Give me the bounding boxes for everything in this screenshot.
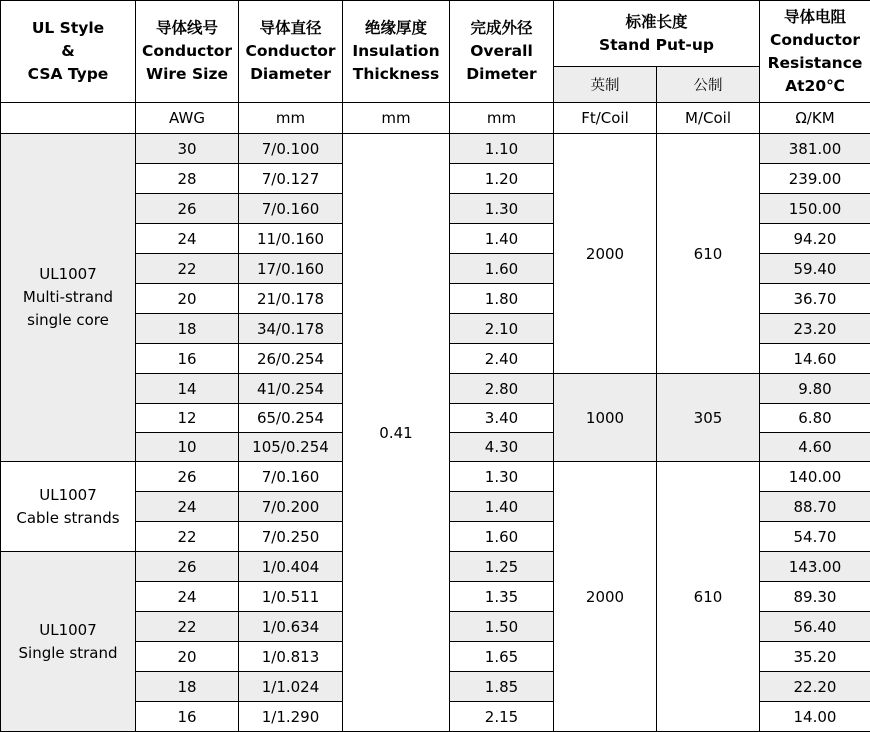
resistance-cell: 9.80: [760, 374, 870, 404]
putup-ft-cell: 2000: [554, 134, 657, 374]
overall-diameter-cell: 1.20: [450, 164, 554, 194]
unit-awg: AWG: [136, 103, 239, 134]
diameter-cell: 1/0.634: [239, 612, 343, 642]
awg-cell: 16: [136, 702, 239, 732]
resistance-cell: 6.80: [760, 404, 870, 433]
awg-cell: 22: [136, 254, 239, 284]
awg-cell: 22: [136, 522, 239, 552]
group-label: UL1007 Cable strands: [1, 462, 136, 552]
header-stand-put-up: 标准长度 Stand Put-up: [554, 1, 760, 67]
resistance-cell: 381.00: [760, 134, 870, 164]
overall-diameter-cell: 1.85: [450, 672, 554, 702]
awg-cell: 28: [136, 164, 239, 194]
group-label: UL1007 Multi-strand single core: [1, 134, 136, 462]
putup-ft-cell: 2000: [554, 462, 657, 732]
diameter-cell: 1/0.511: [239, 582, 343, 612]
unit-row-spacer: [1, 103, 136, 134]
resistance-cell: 59.40: [760, 254, 870, 284]
awg-cell: 24: [136, 492, 239, 522]
diameter-cell: 7/0.250: [239, 522, 343, 552]
overall-diameter-cell: 1.60: [450, 522, 554, 552]
resistance-cell: 35.20: [760, 642, 870, 672]
diameter-cell: 17/0.160: [239, 254, 343, 284]
resistance-cell: 56.40: [760, 612, 870, 642]
awg-cell: 14: [136, 374, 239, 404]
diameter-cell: 26/0.254: [239, 344, 343, 374]
unit-overall: mm: [450, 103, 554, 134]
overall-diameter-cell: 2.40: [450, 344, 554, 374]
diameter-cell: 7/0.127: [239, 164, 343, 194]
resistance-cell: 4.60: [760, 433, 870, 462]
diameter-cell: 7/0.160: [239, 194, 343, 224]
diameter-cell: 11/0.160: [239, 224, 343, 254]
awg-cell: 12: [136, 404, 239, 433]
awg-cell: 26: [136, 194, 239, 224]
resistance-cell: 36.70: [760, 284, 870, 314]
awg-cell: 24: [136, 582, 239, 612]
diameter-cell: 41/0.254: [239, 374, 343, 404]
awg-cell: 16: [136, 344, 239, 374]
awg-cell: 22: [136, 612, 239, 642]
header-insulation-thickness: 绝缘厚度 Insulation Thickness: [343, 1, 450, 103]
overall-diameter-cell: 1.25: [450, 552, 554, 582]
awg-cell: 20: [136, 284, 239, 314]
table-row: [1, 134, 870, 164]
resistance-cell: 14.60: [760, 344, 870, 374]
overall-diameter-cell: 2.80: [450, 374, 554, 404]
diameter-cell: 105/0.254: [239, 433, 343, 462]
diameter-cell: 7/0.100: [239, 134, 343, 164]
overall-diameter-cell: 1.60: [450, 254, 554, 284]
header-conductor-resistance: 导体电阻 Conductor Resistance At20℃: [760, 1, 870, 103]
header-overall-diameter: 完成外径 Overall Dimeter: [450, 1, 554, 103]
awg-cell: 20: [136, 642, 239, 672]
header-metric: 公制: [657, 67, 760, 103]
awg-cell: 26: [136, 462, 239, 492]
overall-diameter-cell: 1.40: [450, 492, 554, 522]
header-style-type: UL Style & CSA Type: [1, 1, 136, 103]
unit-m-coil: M/Coil: [657, 103, 760, 134]
resistance-cell: 14.00: [760, 702, 870, 732]
unit-ft-coil: Ft/Coil: [554, 103, 657, 134]
overall-diameter-cell: 1.50: [450, 612, 554, 642]
awg-cell: 18: [136, 314, 239, 344]
diameter-cell: 7/0.160: [239, 462, 343, 492]
diameter-cell: 7/0.200: [239, 492, 343, 522]
overall-diameter-cell: 2.15: [450, 702, 554, 732]
awg-cell: 10: [136, 433, 239, 462]
overall-diameter-cell: 1.10: [450, 134, 554, 164]
overall-diameter-cell: 1.65: [450, 642, 554, 672]
resistance-cell: 140.00: [760, 462, 870, 492]
putup-m-cell: 305: [657, 374, 760, 462]
header-wire-size: 导体线号 Conductor Wire Size: [136, 1, 239, 103]
group-label: UL1007 Single strand: [1, 552, 136, 732]
overall-diameter-cell: 4.30: [450, 433, 554, 462]
overall-diameter-cell: 3.40: [450, 404, 554, 433]
putup-m-cell: 610: [657, 462, 760, 732]
resistance-cell: 94.20: [760, 224, 870, 254]
awg-cell: 18: [136, 672, 239, 702]
resistance-cell: 89.30: [760, 582, 870, 612]
header-imperial: 英制: [554, 67, 657, 103]
diameter-cell: 1/1.290: [239, 702, 343, 732]
awg-cell: 24: [136, 224, 239, 254]
resistance-cell: 54.70: [760, 522, 870, 552]
diameter-cell: 1/1.024: [239, 672, 343, 702]
overall-diameter-cell: 1.35: [450, 582, 554, 612]
unit-diameter: mm: [239, 103, 343, 134]
header-conductor-diameter: 导体直径 Conductor Diameter: [239, 1, 343, 103]
diameter-cell: 1/0.813: [239, 642, 343, 672]
resistance-cell: 150.00: [760, 194, 870, 224]
diameter-cell: 1/0.404: [239, 552, 343, 582]
overall-diameter-cell: 1.40: [450, 224, 554, 254]
overall-diameter-cell: 1.80: [450, 284, 554, 314]
resistance-cell: 23.20: [760, 314, 870, 344]
diameter-cell: 34/0.178: [239, 314, 343, 344]
unit-resistance: Ω/KM: [760, 103, 870, 134]
overall-diameter-cell: 1.30: [450, 194, 554, 224]
resistance-cell: 22.20: [760, 672, 870, 702]
diameter-cell: 65/0.254: [239, 404, 343, 433]
putup-ft-cell: 1000: [554, 374, 657, 462]
awg-cell: 30: [136, 134, 239, 164]
unit-insulation: mm: [343, 103, 450, 134]
overall-diameter-cell: 1.30: [450, 462, 554, 492]
resistance-cell: 239.00: [760, 164, 870, 194]
awg-cell: 26: [136, 552, 239, 582]
putup-m-cell: 610: [657, 134, 760, 374]
insulation-cell: 0.41: [343, 134, 450, 732]
resistance-cell: 143.00: [760, 552, 870, 582]
overall-diameter-cell: 2.10: [450, 314, 554, 344]
resistance-cell: 88.70: [760, 492, 870, 522]
diameter-cell: 21/0.178: [239, 284, 343, 314]
